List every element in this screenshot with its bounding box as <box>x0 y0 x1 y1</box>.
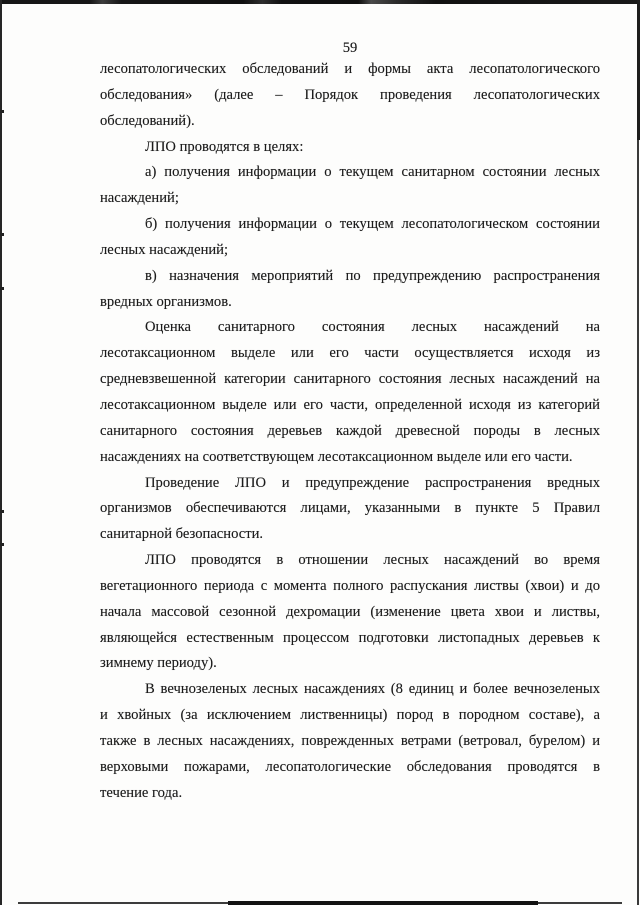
document-text-block <box>100 57 600 806</box>
text-line: вредных организмов. <box>100 293 232 310</box>
scan-edge-top <box>0 0 640 4</box>
scan-noise-mark <box>0 510 4 513</box>
text-line: и хвойных (за исключением лиственницы) пород в породном составе), а <box>100 707 600 724</box>
page-content <box>100 40 600 806</box>
text-line: средневзвешенной категории санитарного состояния лесных насаждений на <box>100 371 600 388</box>
text-line: обследования» (далее – Порядок проведения лесопатологических <box>100 86 600 103</box>
scan-noise-mark <box>0 543 4 546</box>
text-line: лесопатологических обследований и формы акта лесопатологического <box>100 61 600 77</box>
text-line: Оценка санитарного состояния лесных насаждений на <box>145 319 600 336</box>
text-line: лесотаксационном выделе или его части осуществляется исходя из <box>100 345 600 362</box>
text-line: вегетационного периода с момента полного распускания листвы (хвои) и до <box>100 577 600 594</box>
text-line: течение года. <box>100 784 183 801</box>
text-line: В вечнозеленых лесных насаждениях (8 единиц и более вечнозеленых <box>145 681 600 698</box>
scan-noise-mark <box>0 287 4 290</box>
text-line: б) получения информации о текущем лесопатологическом состоянии <box>145 216 600 233</box>
text-line: верховыми пожарами, лесопатологические обследования проводятся в <box>100 758 600 775</box>
scan-edge-bottom-thick <box>228 901 538 905</box>
text-line: санитарного состояния деревьев каждой древесной породы в лесных <box>100 422 600 439</box>
text-line: организмов обеспечиваются лицами, указанными в пункте 5 Правил <box>100 500 600 517</box>
text-line: Проведение ЛПО и предупреждение распространения вредных <box>145 474 600 491</box>
text-line: лесных насаждений; <box>100 241 229 258</box>
text-line: являющейся естественным процессом подготовки листопадных деревьев к <box>100 629 600 646</box>
text-line: лесотаксационном выделе или его части, определенной исходя из категорий <box>100 396 600 413</box>
scan-noise-mark <box>0 233 4 236</box>
scan-noise-mark <box>0 110 4 113</box>
text-line: санитарной безопасности. <box>100 526 264 543</box>
text-line: насаждениях на соответствующем лесотаксационном выделе или его части. <box>100 448 573 465</box>
text-line: ЛПО проводятся в целях: <box>145 138 304 155</box>
text-line: ЛПО проводятся в отношении лесных насаждений во время <box>145 552 600 569</box>
scan-edge-left <box>0 0 2 905</box>
text-line: начала массовой сезонной дехромации (изменение цвета хвои и листвы, <box>100 603 600 620</box>
page-number: 59 <box>342 40 358 56</box>
text-line: обследований). <box>100 112 195 129</box>
text-line: также в лесных насаждениях, поврежденных ветрами (ветровал, бурелом) и <box>100 732 600 749</box>
text-line: в) назначения мероприятий по предупреждению распространения <box>145 267 600 284</box>
text-line: зимнему периоду). <box>100 655 217 672</box>
text-line: а) получения информации о текущем санитарном состоянии лесных <box>145 164 600 181</box>
text-line: насаждений; <box>100 190 179 207</box>
